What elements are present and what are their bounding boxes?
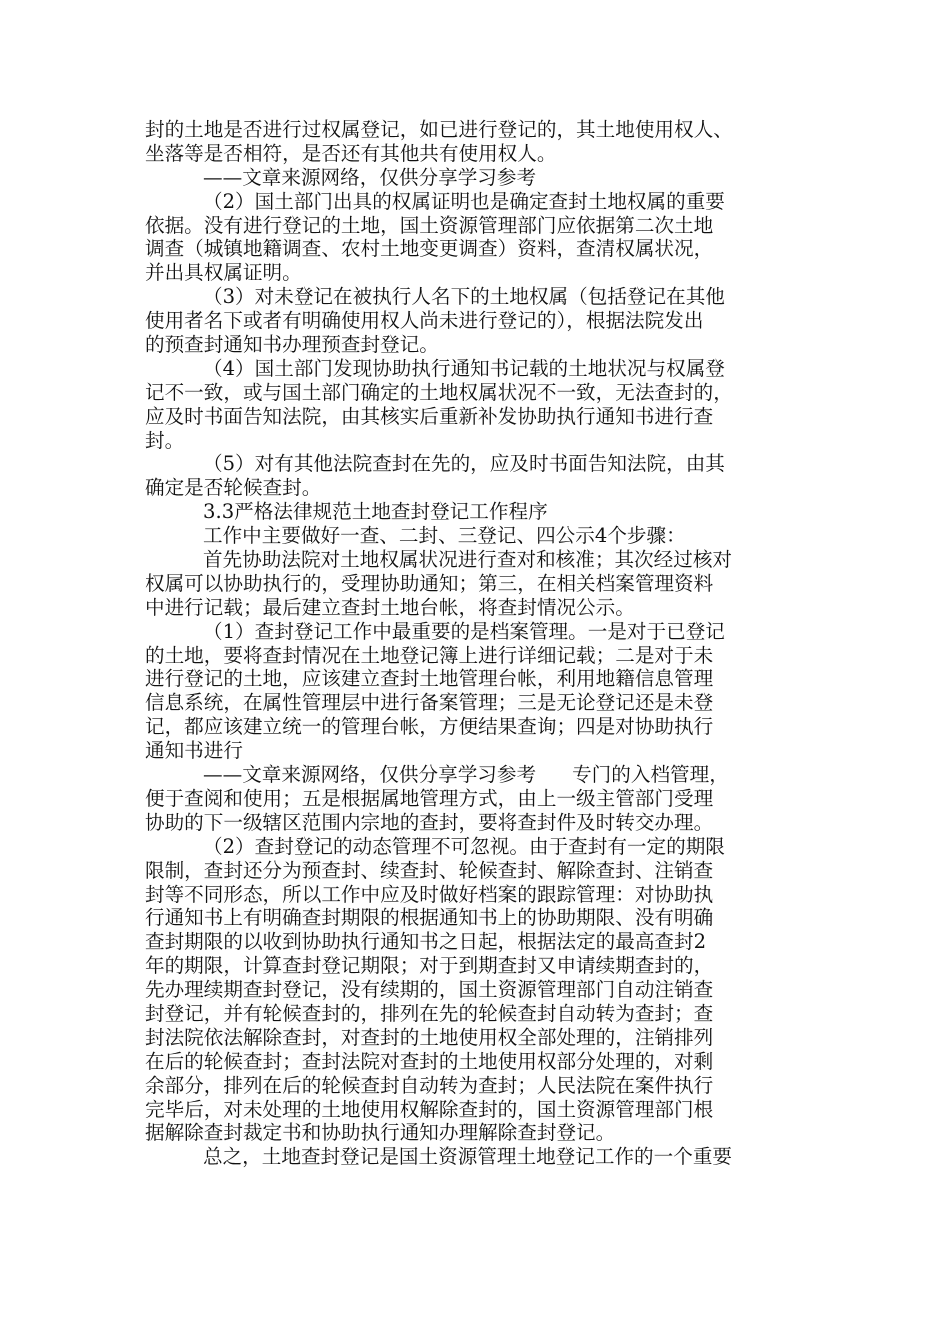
text-line: 的土地，要将查封情况在土地登记簿上进行详细记载；二是对于未 [145,643,714,667]
text-line: （4）国土部门发现协助执行通知书记载的土地状况与权属登 [203,356,725,380]
text-line: 的预查封通知书办理预查封登记。 [145,333,439,357]
text-line: 进行登记的土地，应该建立查封土地管理台帐，利用地籍信息管理 [145,667,714,691]
text-line: 工作中主要做好一查、二封、三登记、四公示4个步骤： [203,524,686,548]
text-line: 权属可以协助执行的，受理协助通知；第三，在相关档案管理资料 [145,571,714,595]
text-line: 在后的轮候查封；查封法院对查封的土地使用权部分处理的，对剩 [145,1049,714,1073]
source-note: ——文章来源网络，仅供分享学习参考 [203,763,537,787]
text-line: 便于查阅和使用；五是根据属地管理方式，由上一级主管部门受理 [145,786,714,810]
text-line: 坐落等是否相符，是否还有其他共有使用权人。 [145,141,557,165]
text-line: 年的期限，计算查封登记期限；对于到期查封又申请续期查封的， [145,954,714,978]
text-line: 确定是否轮候查封。 [145,476,322,500]
text-line: 封登记，并有轮候查封的，排列在先的轮候查封自动转为查封；查 [145,1001,714,1025]
text-line: （5）对有其他法院查封在先的，应及时书面告知法院，由其 [203,452,725,476]
text-line: 并出具权属证明。 [145,261,302,285]
text-line: 余部分，排列在后的轮候查封自动转为查封；人民法院在案件执行 [145,1073,714,1097]
text-line: （2）国土部门出具的权属证明也是确定查封土地权属的重要 [203,189,725,213]
text-line: 封等不同形态，所以工作中应及时做好档案的跟踪管理：对协助执 [145,882,714,906]
text-line: 封的土地是否进行过权属登记，如已进行登记的，其土地使用权人、 [145,118,733,141]
text-line: 中进行记载；最后建立查封土地台帐，将查封情况公示。 [145,595,635,619]
text-line: 使用者名下或者有明确使用权人尚未进行登记的），根据法院发出 [145,309,704,333]
text-line: 调查（城镇地籍调查、农村土地变更调查）资料，查清权属状况， [145,237,714,261]
text-line: 行通知书上有明确查封期限的根据通知书上的协助期限、没有明确 [145,906,714,930]
text-line: （3）对未登记在被执行人名下的土地权属（包括登记在其他 [203,285,725,309]
text-fragment: 专门的入档管理， [572,763,729,787]
text-line: （1）查封登记工作中最重要的是档案管理。一是对于已登记 [203,619,725,643]
text-line: 信息系统，在属性管理层中进行备案管理；三是无论登记还是未登 [145,691,714,715]
text-line: 依据。没有进行登记的土地，国土资源管理部门应依据第二次土地 [145,213,714,237]
text-line: 记，都应该建立统一的管理台帐，方便结果查询；四是对协助执行 [145,715,714,739]
section-heading: 3.3严格法律规范土地查封登记工作程序 [203,500,548,524]
text-line: 记不一致，或与国土部门确定的土地权属状况不一致，无法查封的， [145,380,733,404]
text-line: 通知书进行 [145,739,243,763]
text-line: 查封期限的以收到协助执行通知书之日起，根据法定的最高查封2 [145,930,707,954]
text-line: 先办理续期查封登记，没有续期的，国土资源管理部门自动注销查 [145,978,714,1002]
text-line: 协助的下一级辖区范围内宗地的查封，要将查封件及时转交办理。 [145,810,714,834]
text-line: 封。 [145,428,185,452]
document-body [145,118,817,1169]
text-line [145,763,817,787]
text-line: （2）查封登记的动态管理不可忽视。由于查封有一定的期限 [203,834,725,858]
text-line: 完毕后，对未处理的土地使用权解除查封的，国土资源管理部门根 [145,1097,714,1121]
text-line: 限制，查封还分为预查封、续查封、轮候查封、解除查封、注销查 [145,858,714,882]
text-line: 首先协助法院对土地权属状况进行查对和核准；其次经过核对 [203,548,733,572]
text-line: 应及时书面告知法院，由其核实后重新补发协助执行通知书进行查 [145,404,714,428]
text-line: 封法院依法解除查封，对查封的土地使用权全部处理的，注销排列 [145,1025,714,1049]
text-line: 据解除查封裁定书和协助执行通知办理解除查封登记。 [145,1121,616,1145]
text-line: 总之，土地查封登记是国土资源管理土地登记工作的一个重要 [203,1145,733,1169]
source-note: ——文章来源网络，仅供分享学习参考 [203,165,537,189]
